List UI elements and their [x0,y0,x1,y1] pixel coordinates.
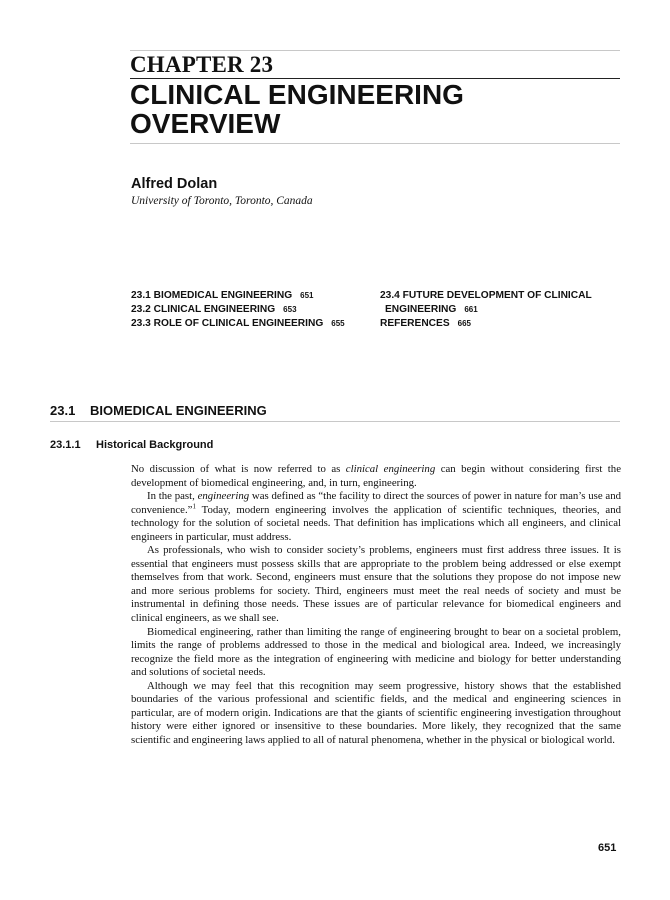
toc-item-label: 23.4 FUTURE DEVELOPMENT OF CLINICAL [380,290,592,301]
toc-item[interactable] [131,289,371,303]
toc-item[interactable] [380,317,620,331]
toc-item-page: 661 [464,305,478,314]
footnote-ref[interactable]: 1 [192,502,196,511]
toc-item-label: REFERENCES [380,318,450,329]
author-affiliation: University of Toronto, Toronto, Canada [131,195,313,207]
toc-item-page: 653 [283,305,297,314]
subsection-title: Historical Background [96,439,214,451]
toc-item-label: 23.3 ROLE OF CLINICAL ENGINEERING [131,318,324,329]
paragraph: No discussion of what is now referred to as clinical engineering can begin without considering first the development of biomedical engineering, and, in turn, engineering. [131,463,621,489]
chapter-label: CHAPTER 23 [130,52,274,77]
top-rule [130,50,620,51]
toc-item[interactable] [131,303,371,317]
paragraph: Although we may feel that this recognition may seem progressive, history shows that the established boundaries of the various professional and scientific fields, and the medical and engineering sciences in particular, are of modern origin. Indications are that the giants of scientific engineering investigation throughout history were either ignored or insensitive to these boundaries. More likely, they recognized that the same scientific and engineering laws applied to all of natural phenomena, whether in the physical or biological world. [131,679,621,746]
body-text [131,463,621,747]
section-title: BIOMEDICAL ENGINEERING [90,403,267,418]
paragraph: Biomedical engineering, rather than limiting the range of engineering brought to bear on a societal problem, limits the range of problems addressed to those in the medical and biological area. Indeed, we increasingly recognize the field more as the integration of engineering with medicine and biology for better understanding and solutions of societal needs. [131,625,621,679]
paragraph: As professionals, who wish to consider society’s problems, engineers must first address three issues. It is essential that engineers must possess skills that are appropriate to the problem being addressed or else exempt themselves from that work. Second, engineers must ensure that the solutions they propose do not impose new and more serious problems for society. Third, engineers must meet the real needs of society and must be instrumental in defining those needs. These issues are of particular relevance for biomedical engineers and clinical engineers, as we shall see. [131,544,621,625]
toc-item-continuation[interactable] [380,303,620,317]
subsection-number: 23.1.1 [50,439,81,451]
toc-item[interactable] [131,317,371,331]
section-heading [50,403,267,418]
toc-right-column [380,289,620,331]
emphasis: engineering [197,490,250,503]
title-rule [130,143,620,144]
toc-item-page: 665 [457,319,471,328]
paragraph: In the past, engineering was defined as “the facility to direct the sources of power in nature for man’s use and convenience.”$^1$ Today, modern engineering involves the application of scientific techniques, theories, and technology for the solution of societal needs. That definition has implications which all engineers, and clinical engineers in particular, must address. [131,490,621,543]
section-number: 23.1 [50,403,76,418]
toc-item-label: 23.2 CLINICAL ENGINEERING [131,304,276,315]
section-rule [50,421,620,422]
toc-left-column [131,289,371,331]
toc-item-label: 23.1 BIOMEDICAL ENGINEERING [131,290,293,301]
chapter-title: CLINICAL ENGINEERING OVERVIEW [130,79,464,139]
toc-item-label: ENGINEERING [385,304,457,315]
emphasis: clinical engineering [345,463,436,475]
subsection-heading [50,439,213,451]
toc-item-page: 655 [331,319,345,328]
page-number: 651 [598,842,617,854]
toc-item-page: 651 [300,291,314,300]
author-name: Alfred Dolan [131,176,218,192]
toc-item[interactable] [380,289,620,303]
